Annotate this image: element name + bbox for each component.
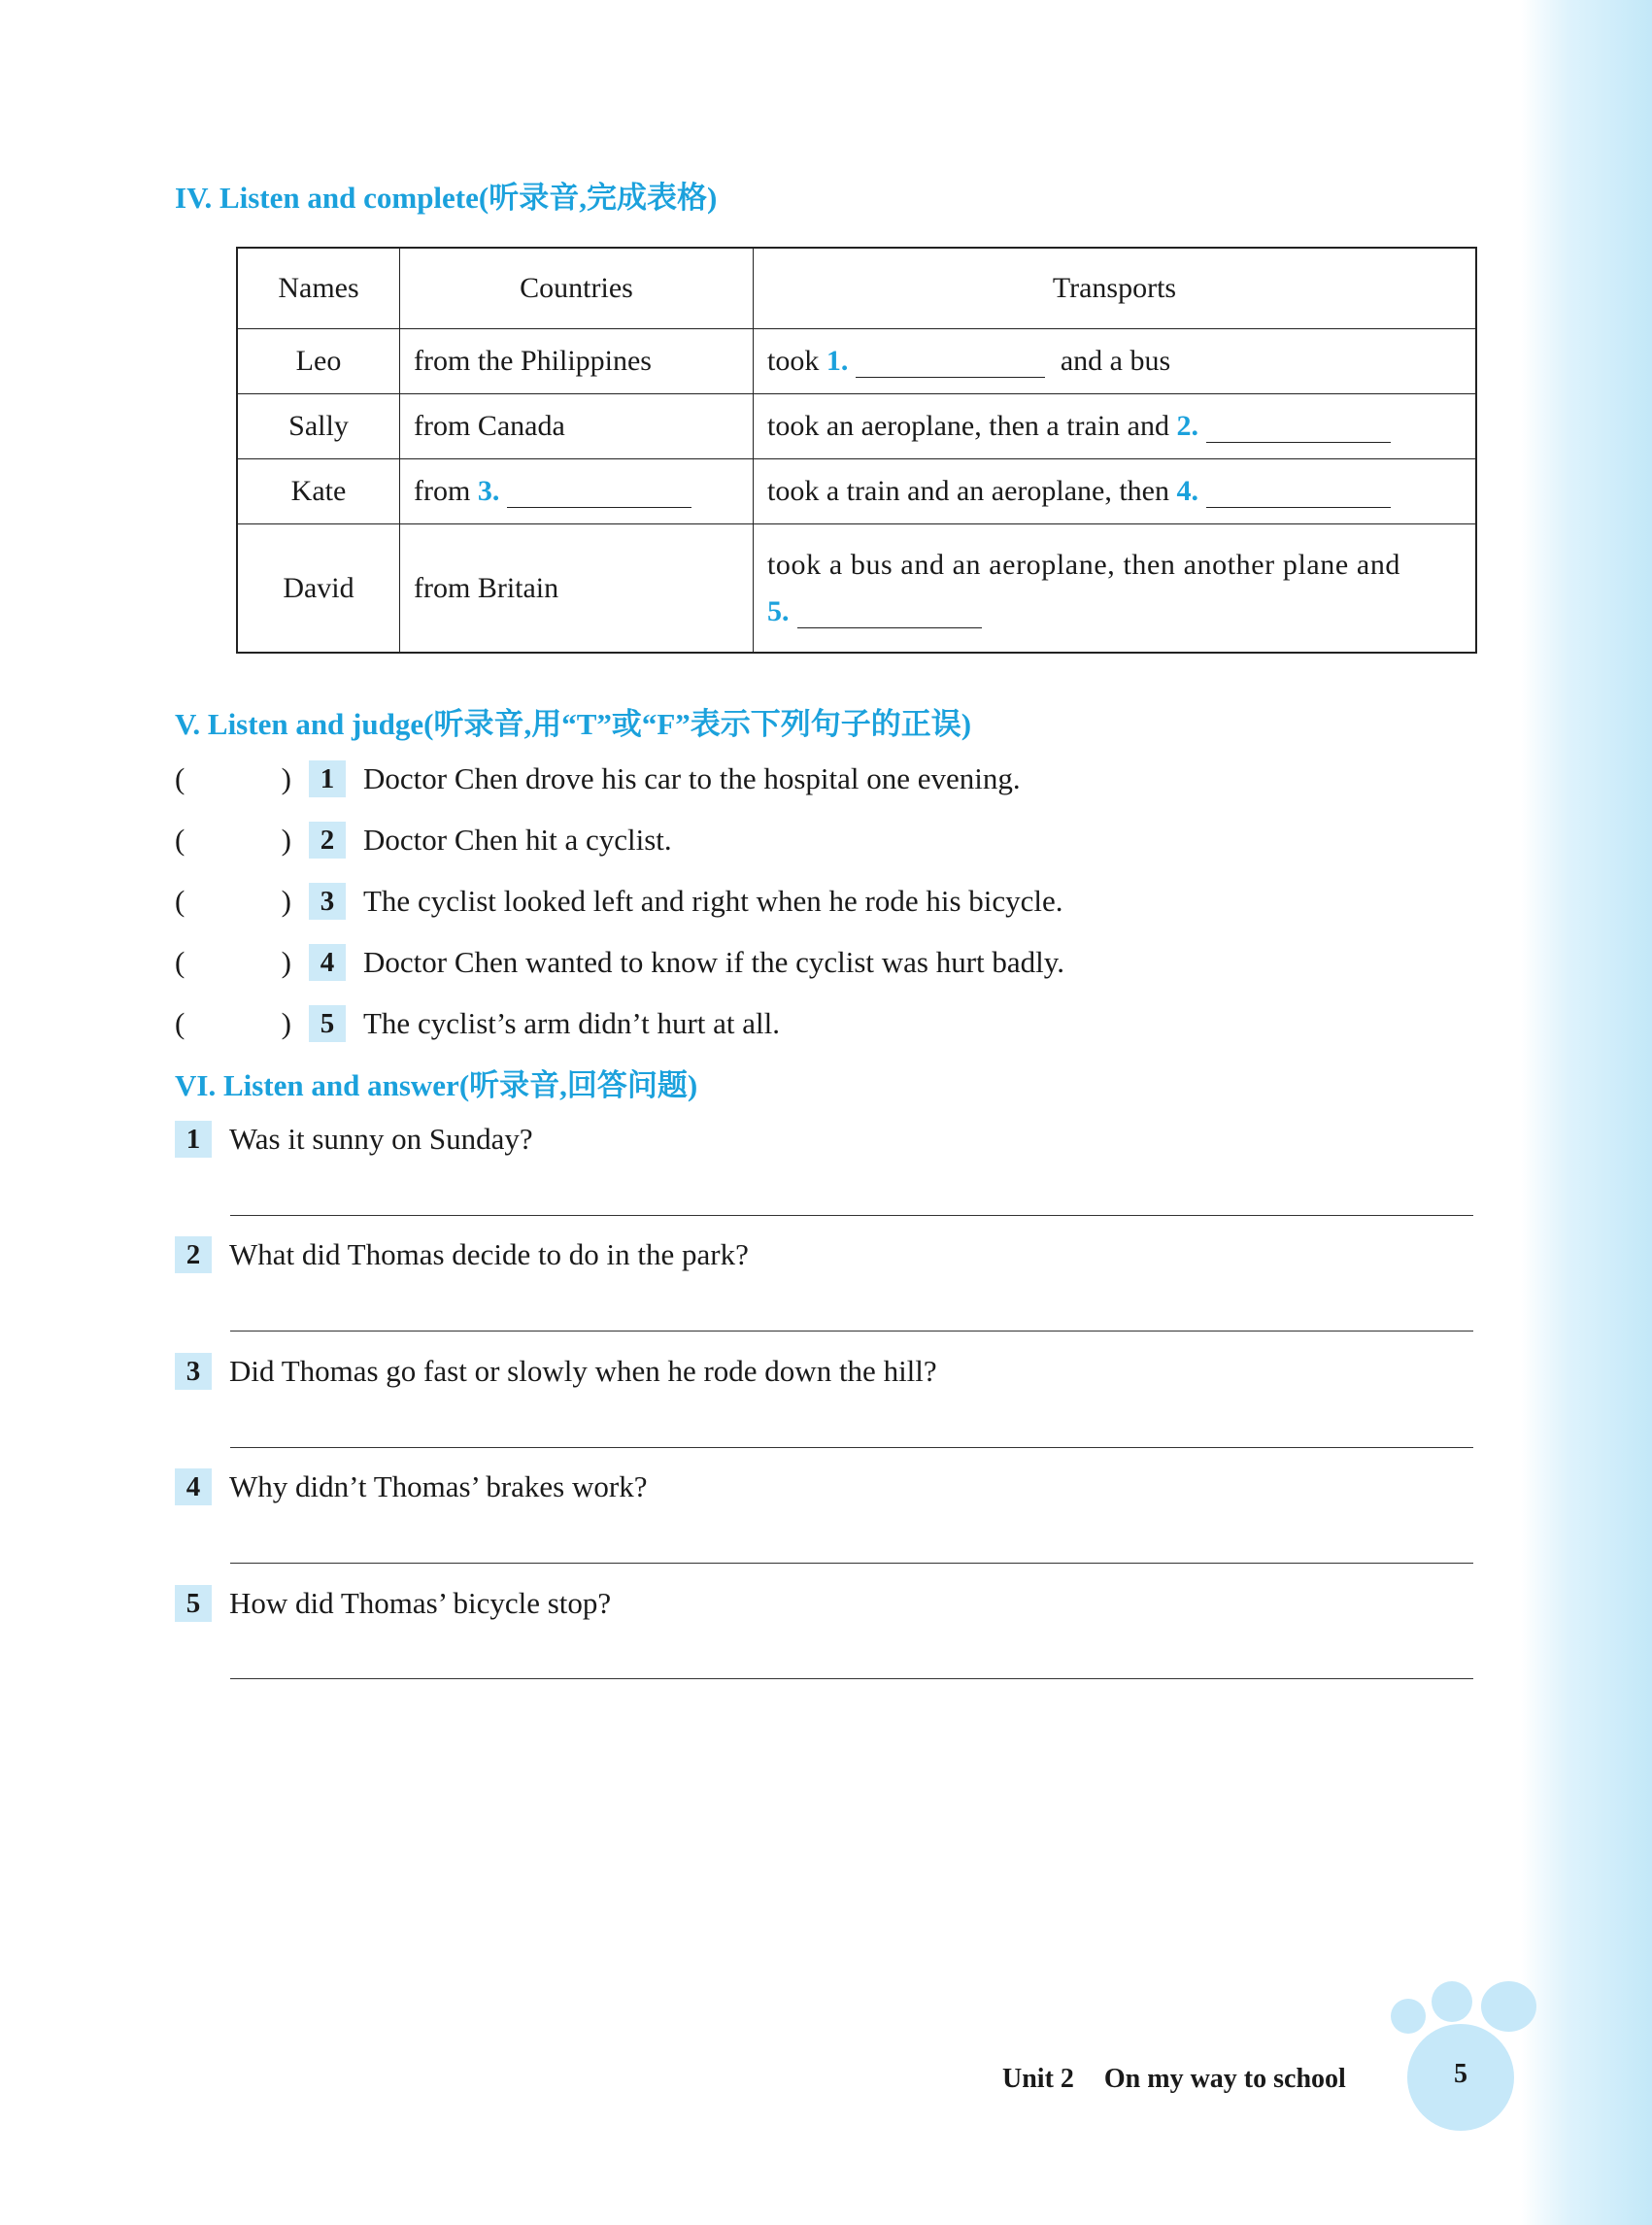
page-number: 5 [1454,2059,1467,2089]
table-row [237,394,1476,459]
item-number: 4 [309,944,346,981]
section-vi-title-zh: (听录音,回答问题) [458,1068,698,1102]
paren-open: ( [175,945,185,979]
question-number: 3 [175,1353,212,1390]
item-number: 3 [309,883,346,920]
row-name: David [237,524,400,654]
answer-paren[interactable] [175,823,291,858]
item-text: Doctor Chen wanted to know if the cyclist was hurt badly. [363,945,1065,979]
judge-item [175,881,1063,922]
question-item [175,1351,937,1392]
answer-blank-5[interactable] [797,598,982,628]
section-v-title-text: V. Listen and judge [175,707,424,741]
row-transport [754,459,1477,524]
country-text: from [414,475,471,507]
blank-number: 2. [1176,410,1198,442]
table-row [237,524,1476,654]
item-number: 1 [309,760,346,797]
item-text: The cyclist looked left and right when he rode his bicycle. [363,884,1063,918]
question-text: Why didn’t Thomas’ brakes work? [229,1469,648,1503]
answer-paren[interactable] [175,884,291,919]
footer-unit: Unit 2 [1002,2064,1074,2094]
paren-open: ( [175,1006,185,1040]
question-number: 5 [175,1585,212,1622]
paren-close: ) [281,945,291,979]
blank-number: 5. [767,594,790,627]
header-names: Names [237,248,400,329]
blank-number: 4. [1176,475,1198,507]
row-transport [754,329,1477,394]
question-text: What did Thomas decide to do in the park? [229,1237,749,1271]
question-number: 4 [175,1468,212,1505]
row-country: from Britain [400,524,754,654]
table-row [237,329,1476,394]
paren-open: ( [175,761,185,795]
answer-paren[interactable] [175,1006,291,1041]
answer-line[interactable] [230,1215,1473,1216]
paw-toe-icon [1391,1999,1426,2034]
footer-unit-title: On my way to school [1103,2064,1346,2094]
answer-blank-1[interactable] [856,348,1045,378]
header-countries: Countries [400,248,754,329]
row-name: Sally [237,394,400,459]
answer-blank-3[interactable] [507,478,691,508]
item-text: Doctor Chen hit a cyclist. [363,823,672,857]
question-text: Was it sunny on Sunday? [229,1122,533,1156]
judge-item [175,942,1064,983]
judge-item [175,820,672,860]
table-header-row [237,248,1476,329]
question-item [175,1583,611,1624]
row-transport [754,524,1477,654]
question-item [175,1466,647,1507]
section-v-title [175,699,971,743]
paren-close: ) [281,1006,291,1040]
paren-close: ) [281,823,291,857]
item-text: Doctor Chen drove his car to the hospital one evening. [363,761,1021,795]
transport-table [236,247,1477,654]
judge-item [175,759,1021,799]
answer-line[interactable] [230,1447,1473,1448]
judge-item [175,1003,780,1044]
row-country: from the Philippines [400,329,754,394]
row-name: Leo [237,329,400,394]
answer-blank-2[interactable] [1206,413,1391,443]
item-text: The cyclist’s arm didn’t hurt at all. [363,1006,781,1040]
transport-text-after: and a bus [1060,345,1171,377]
section-vi-title [175,1061,697,1104]
transport-text: took a train and an aeroplane, then [767,475,1169,507]
transport-text: took a bus and an aeroplane, then another plane and [767,548,1401,581]
paw-toe-icon [1481,1981,1536,2032]
answer-line[interactable] [230,1331,1473,1332]
paren-open: ( [175,823,185,857]
transport-text: took [767,345,820,377]
page-side-band [1521,0,1652,2225]
row-transport [754,394,1477,459]
transport-text: took an aeroplane, then a train and [767,410,1169,442]
section-vi-title-text: VI. Listen and answer [175,1068,459,1102]
table-row [237,459,1476,524]
section-iv-title-zh: (听录音,完成表格) [478,181,718,215]
question-item [175,1234,749,1275]
answer-blank-4[interactable] [1206,478,1391,508]
item-number: 2 [309,822,346,859]
answer-paren[interactable] [175,945,291,980]
row-country: from Canada [400,394,754,459]
item-number: 5 [309,1005,346,1042]
paren-open: ( [175,884,185,918]
question-number: 2 [175,1236,212,1273]
section-iv-title-text: IV. Listen and complete [175,181,479,215]
question-text: How did Thomas’ bicycle stop? [229,1586,612,1620]
row-name: Kate [237,459,400,524]
paw-toe-icon [1432,1981,1472,2022]
footer-unit-label [1002,2064,1346,2095]
question-text: Did Thomas go fast or slowly when he rode down the hill? [229,1354,937,1388]
blank-number: 3. [477,475,500,507]
paren-close: ) [281,761,291,795]
question-item [175,1119,533,1160]
header-transports: Transports [754,248,1477,329]
section-v-title-zh: (听录音,用“T”或“F”表示下列句子的正误) [423,707,972,741]
answer-paren[interactable] [175,761,291,796]
answer-line[interactable] [230,1563,1473,1564]
paren-close: ) [281,884,291,918]
transport-line-2 [767,595,1462,628]
blank-number: 1. [826,345,849,377]
section-iv-title [175,173,717,217]
question-number: 1 [175,1121,212,1158]
row-country [400,459,754,524]
answer-line[interactable] [230,1678,1473,1679]
